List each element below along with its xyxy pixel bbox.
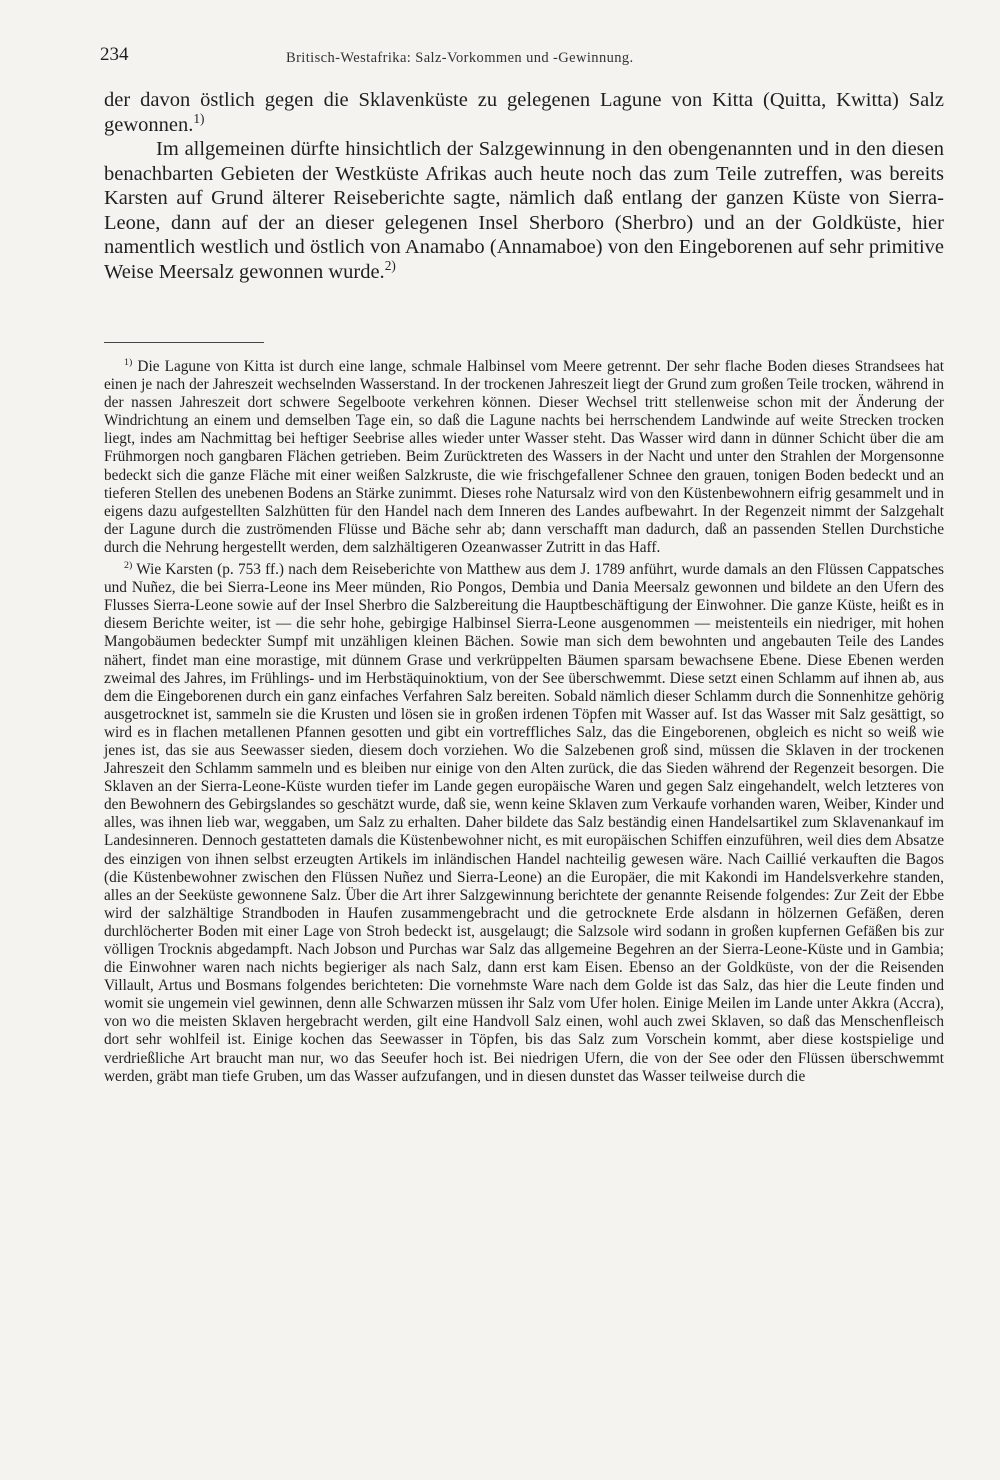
page-header — [100, 44, 950, 74]
footnote-2-text: Wie Karsten (p. 753 ff.) nach dem Reiseberichte von Matthew aus dem J. 1789 anführt, wurde damals an den Flüssen Cappatsches und Nuñez, die bei Sierra-Leone ins Meer münden, Rio Pongos, Dembia und Dania Meersalz gewonnen und bildete an den Ufern des Flusses Sierra-Leone sowie auf der Insel Sherbro die Salzbereitung die Hauptbeschäftigung der Einwohner. Die ganze Küste, heißt es in diesem Berichte weiter, ist — die sehr hohe, gebirgige Halbinsel Sierra-Leone ausgenommen — meistenteils ein niedriger, mit hohen Mangobäumen bedeckter Sumpf mit unzähligen kleinen Bächen. Sowie man sich dem bewohnten und angebauten Teile des Landes nähert, findet man eine morastige, mit dünnem Grase und verkrüppelten Bäumen sparsam bewachsene Ebene. Diese Ebenen werden zweimal des Jahres, im Frühlings- und im Herbstäquinoktium, von der See überschwemmt. Diese setzt einen Schlamm auf ihnen ab, aus dem die Eingeborenen durch ein ganz einfaches Verfahren Salz bereiten. Sobald nämlich dieser Schlamm durch die Sonnenhitze gehörig ausgetrocknet ist, sammeln sie die Krusten und lösen sie in großen irdenen Töpfen mit Wasser auf. Ist das Wasser mit Salz gesättigt, so wird es in flachen metallenen Pfannen gesotten und gibt ein vortreffliches Salz, das die Eingeborenen, obgleich es nicht so weiß wie jenes ist, das sie aus Seewasser sieden, diesem doch vorziehen. Wo die Salzebenen groß sind, müssen die Sklaven in der trockenen Jahreszeit den Schlamm sammeln und es bleiben nur einige von den Alten zurück, die das Sieden während der Regenzeit besorgen. Die Sklaven an der Sierra-Leone-Küste wurden tiefer im Lande gegen europäische Waren und gegen Salz eingehandelt, welch letzteres von den Bewohnern des Gebirgslandes so geschätzt wurde, daß sie, wenn keine Sklaven zum Verkaufe vorhanden waren, Weiber, Kinder und alles, was ihnen lieb war, weggaben, um Salz zu erhalten. Daher bildete das Salz beständig einen Handelsartikel zum Sklavenankauf im Landesinneren. Dennoch gestatteten damals die Küstenbewohner nicht, es mit europäischen Schiffen einzuführen, weil dies dem Absatze des einzigen von ihnen selbst erzeugten Artikels im inländischen Handel nachteilig gewesen wäre. Nach Caillié verkauften die Bagos (die Küstenbewohner zwischen den Flüssen Nuñez und Sierra-Leone) an die Europäer, die mit Kakondi im Handelsverkehre standen, alles an der Seeküste gewonnene Salz. Über die Art ihrer Salzgewinnung berichtete der genannte Reisende folgendes: Zur Zeit der Ebbe wird der salzhältige Strandboden in Haufen zusammengebracht und die getrocknete Erde alsdann in hölzernen Gefäßen, deren durchlöcherter Boden mit einer Lage von Stroh bedeckt ist, ausgelaugt; die Salzsole wird sodann in großen kupfernen Gefäßen bis zur völligen Trocknis abgedampft. Nach Jobson und Purchas war Salz das allgemeine Begehren an der Sierra-Leone-Küste und in Gambia; die Einwohner waren nach nichts begieriger als nach Salz, dann erst kam Eisen. Ebenso an der Goldküste, von der die Reisenden Villault, Artus und Bosmans folgendes berichteten: Die vornehmste Ware nach dem Golde ist das Salz, das hier die Leute finden und womit sie ungemein viel gewinnen, denn alle Schwarzen müssen ihr Salz vom Ufer holen. Einige Meilen im Lande unter Akkra (Accra), von wo die meisten Sklaven hergebracht werden, gilt eine Handvoll Salz einen, wohl auch zwei Sklaven, so daß das Menschenfleisch dort sehr wohlfeil ist. Einige kochen das Seewasser in Töpfen, bis das Salz zum Vorschein kommt, aber diese kostspielige und verdrießliche Art braucht man nur, wo das Seeufer hoch ist. Bei niedrigen Ufern, die von der See oder den Flüssen überschwemmt werden, gräbt man tiefe Gruben, um das Wasser aufzufangen, und in diesen dunstet das Wasser teilweise durch die — [104, 561, 944, 1085]
footnote-1 — [104, 358, 944, 557]
footnotes — [104, 358, 944, 1090]
main-text — [104, 88, 944, 284]
footnote-1-text: Die Lagune von Kitta ist durch eine lange, schmale Halbinsel vom Meere getrennt. Der sehr flache Boden dieses Strandsees hat einen je nach der Jahreszeit wechselnden Wasserstand. In der trockenen Jahreszeit liegt der Grund zum großen Teile trocken, während in der nassen Jahreszeit dort schwere Segelboote verkehren können. Dieser Wechsel tritt stellenweise schon mit der Änderung der Windrichtung an einem und demselben Tage ein, so daß die Lagune nachts bei herrschendem Landwinde auf weite Strecken trocken liegt, indes am Nachmittag bei heftiger Seebrise alles wieder unter Wasser steht. Das Wasser wird dann in dünner Schicht über die am Frühmorgen noch gangbaren Flächen getrieben. Beim Zurücktreten des Wassers in der Nacht und unter den Strahlen der Morgensonne bedeckt sich die ganze Fläche mit einer weißen Salzkruste, die wie frischgefallener Schnee den grauen, tonigen Boden bedeckt und an tieferen Stellen des unebenen Bodens an Stärke zunimmt. Dieses rohe Natursalz wird von den Küstenbewohnern eifrig gesammelt und in eigens dazu aufgestellten Salzhütten für den Handel nach dem Inneren des Landes aufbewahrt. In der Regenzeit nimmt der Salzgehalt der Lagune durch die zuströmenden Flüsse und Bäche sehr ab; dann verschafft man dadurch, daß an passenden Stellen Durchstiche durch die Nehrung hergestellt werden, dem salzhältigeren Ozeanwasser Zutritt in das Haff. — [104, 358, 944, 556]
main-paragraph-2 — [104, 137, 944, 284]
main-paragraph-1-text: der davon östlich gegen die Sklavenküste zu gelegenen Lagune von Kitta (Quitta, Kwitta) Salz gewonnen. — [104, 89, 944, 136]
running-head: Britisch-Westafrika: Salz-Vorkommen und -Gewinnung. — [286, 50, 634, 66]
footnote-ref-2: 2) — [384, 257, 396, 273]
footnote-separator — [104, 342, 264, 343]
footnote-ref-1: 1) — [193, 110, 205, 126]
main-paragraph-1 — [104, 88, 944, 137]
footnote-2-mark: 2) — [124, 559, 133, 571]
footnote-1-mark: 1) — [124, 356, 133, 368]
footnote-2 — [104, 561, 944, 1086]
main-paragraph-2-text: Im allgemeinen dürfte hinsichtlich der Salzgewinnung in den obengenannten und in den diesen benachbarten Gebieten der Westküste Afrikas auch heute noch das zum Teile zutreffen, was bereits Karsten auf Grund älterer Reiseberichte sagte, nämlich daß entlang der ganzen Küste von Sierra-Leone, dann auf der an dieser gelegenen Insel Sherboro (Sherbro) und an der Goldküste, hier namentlich westlich und östlich von Anamabo (Annamaboe) von den Eingeborenen auf sehr primitive Weise Meersalz gewonnen wurde. — [104, 138, 944, 283]
page-number: 234 — [100, 44, 129, 65]
